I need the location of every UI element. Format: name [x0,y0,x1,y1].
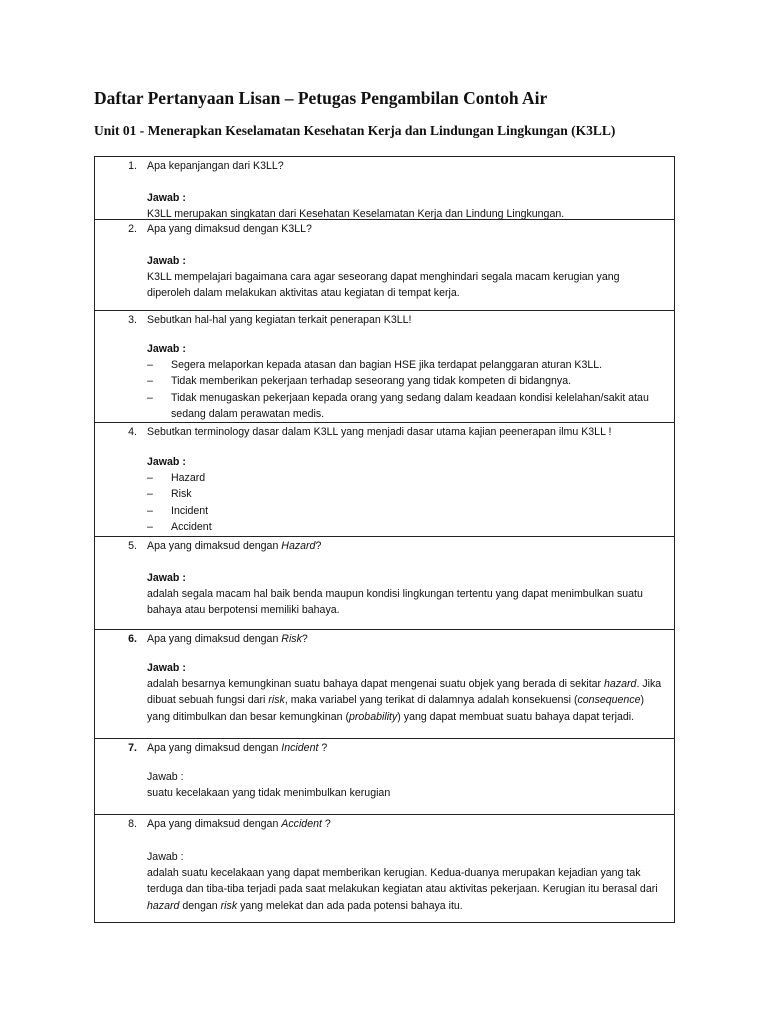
answer-label: Jawab : [147,456,186,468]
answer-line: K3LL mempelajari bagaimana cara agar seseorang dapat menghindari segala macam kerugian yang [147,271,620,284]
answer-block [147,570,667,619]
question-text: Sebutkan hal-hal yang kegiatan terkait penerapan K3LL! [147,314,412,326]
answer-line: bahaya atau berpotensi memiliki bahaya. [147,604,340,617]
answer-line: hazard dengan risk yang melekat dan ada pada potensi bahaya itu. [147,899,463,912]
answer-label: Jawab : [147,771,184,783]
answer-line: diperoleh dalam melakukan aktivitas atau kegiatan di tempat kerja. [147,287,460,300]
answer-block [147,253,667,302]
question-number: 3. [128,314,137,326]
list-item: – Tidak menugaskan pekerjaan kepada orang yang sedang dalam keadaan kondisi kelelahan/sakit atau sedang dalam perawatan medis. [147,390,667,422]
list-item: – Segera melaporkan kepada atasan dan bagian HSE jika terdapat pelanggaran aturan K3LL. [147,359,603,372]
answer-line: yang ditimbulkan dan besar kemungkinan (probability) yang dapat membuat suatu bahaya dapat terjadi. [147,710,635,723]
answer-line: adalah segala macam hal baik benda maupun kondisi lingkungan tertentu yang dapat menimbulkan suatu [147,588,643,601]
qa-row-3 [95,310,674,422]
answer-line: suatu kecelakaan yang tidak menimbulkan kerugian [147,787,391,800]
answer-line: adalah suatu kecelakaan yang dapat memberikan kerugian. Kedua-duanya merupakan kejadian yang tak [147,867,641,880]
question-text: Apa yang dimaksud dengan Hazard? [147,540,322,552]
qa-row-5 [95,536,674,629]
list-item-continuation: sedang dalam perawatan medis. [171,407,325,420]
question-text: Apa yang dimaksud dengan K3LL? [147,223,312,235]
qa-row-2 [95,219,674,310]
question-number: 8. [128,818,137,830]
question-number: 1. [128,160,137,172]
question-text: Apa yang dimaksud dengan Incident ? [147,742,328,754]
answer-label: Jawab : [147,343,186,355]
question-number: 4. [128,426,137,438]
qa-row-7 [95,738,674,814]
question-text: Apa kepanjangan dari K3LL? [147,160,284,172]
list-item: – Risk [147,488,192,501]
question-number: 5. [128,540,137,552]
answer-line: terduga dan tiba-tiba terjadi pada saat melakukan kegiatan atau aktivitas pekerjaan. Kerugian itu berasal dari [147,883,658,896]
answer-line: dibuat sebuah fungsi dari risk, maka variabel yang terikat di dalamnya adalah konsekuensi (consequence) [147,694,645,707]
question-number: 6. [128,633,137,645]
question-number: 2. [128,223,137,235]
qa-row-8 [95,814,674,922]
answer-label: Jawab : [147,662,186,674]
answer-block [147,190,667,222]
answer-line: adalah besarnya kemungkinan suatu bahaya dapat mengenai suatu objek yang berada di sekitar hazard. Jika [147,678,662,691]
list-item: – Incident [147,504,209,517]
list-item: – Hazard [147,472,206,485]
qa-row-4 [95,422,674,536]
answer-block [147,341,667,422]
answer-block [147,660,667,725]
list-item: – Tidak memberikan pekerjaan terhadap seseorang yang tidak kompeten di bidangnya. [147,375,572,388]
unit-title: Unit 01 - Menerapkan Keselamatan Kesehatan Kerja dan Lindungan Lingkungan (K3LL) [94,123,616,138]
answer-label: Jawab : [147,851,184,863]
answer-label: Jawab : [147,572,186,584]
answer-block [147,769,667,801]
answer-label: Jawab : [147,192,186,204]
list-item: – Accident [147,520,212,533]
question-number: 7. [128,742,137,754]
answer-line: K3LL merupakan singkatan dari Kesehatan Keselamatan Kerja dan Lindung Lingkungan. [147,208,565,221]
qa-row-1 [95,157,674,219]
question-text: Apa yang dimaksud dengan Risk? [147,633,308,645]
answer-block [147,454,667,535]
qa-row-6 [95,629,674,738]
page-title: Daftar Pertanyaan Lisan – Petugas Pengambilan Contoh Air [94,88,548,108]
question-text: Sebutkan terminology dasar dalam K3LL yang menjadi dasar utama kajian peenerapan ilmu K3LL ! [147,426,612,438]
answer-block [147,849,667,914]
qa-table [94,156,675,923]
question-text: Apa yang dimaksud dengan Accident ? [147,818,331,830]
answer-label: Jawab : [147,255,186,267]
